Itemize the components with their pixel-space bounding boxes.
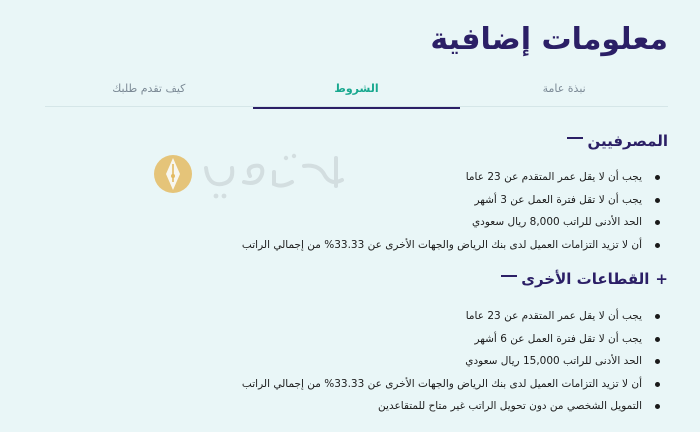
section-title-other-sectors[interactable] <box>108 268 668 290</box>
tab-conditions[interactable]: الشروط <box>253 76 461 106</box>
list-item: الحد الأدنى للراتب 8,000 ريال سعودي <box>108 211 668 234</box>
section-dash <box>567 137 583 139</box>
section-other-sectors <box>108 268 668 418</box>
section-dash <box>501 275 517 277</box>
tab-how-to-apply[interactable]: كيف تقدم طلبك <box>112 82 186 95</box>
list-item: يجب أن لا يقل عمر المتقدم عن 23 عاما <box>108 166 668 189</box>
list-item: يجب أن لا تقل فترة العمل عن 3 أشهر <box>108 189 668 212</box>
section-bankers <box>108 130 668 256</box>
list-item: الحد الأدنى للراتب 15,000 ريال سعودي <box>108 350 668 373</box>
section-title-text: القطاعات الأخرى <box>521 270 650 288</box>
list-item: يجب أن لا يقل عمر المتقدم عن 23 عاما <box>108 305 668 328</box>
page-title: معلومات إضافية <box>430 22 668 57</box>
list-item: أن لا تزيد التزامات العميل لدى بنك الرياض والجهات الأخرى عن 33.33% من إجمالي الراتب <box>108 373 668 396</box>
section-title-bankers <box>108 130 668 152</box>
list-item: التمويل الشخصي من دون تحويل الراتب غير متاح للمتقاعدين <box>108 395 668 418</box>
conditions-list-other-sectors <box>108 305 668 418</box>
tab-overview[interactable]: نبذة عامة <box>542 82 586 95</box>
tab-bar <box>45 76 668 107</box>
section-title-text: المصرفيين <box>587 132 668 150</box>
expand-plus-icon[interactable]: + <box>655 270 668 288</box>
conditions-list-bankers <box>108 166 668 256</box>
list-item: أن لا تزيد التزامات العميل لدى بنك الرياض والجهات الأخرى عن 33.33% من إجمالي الراتب <box>108 234 668 257</box>
list-item: يجب أن لا تقل فترة العمل عن 6 أشهر <box>108 328 668 351</box>
